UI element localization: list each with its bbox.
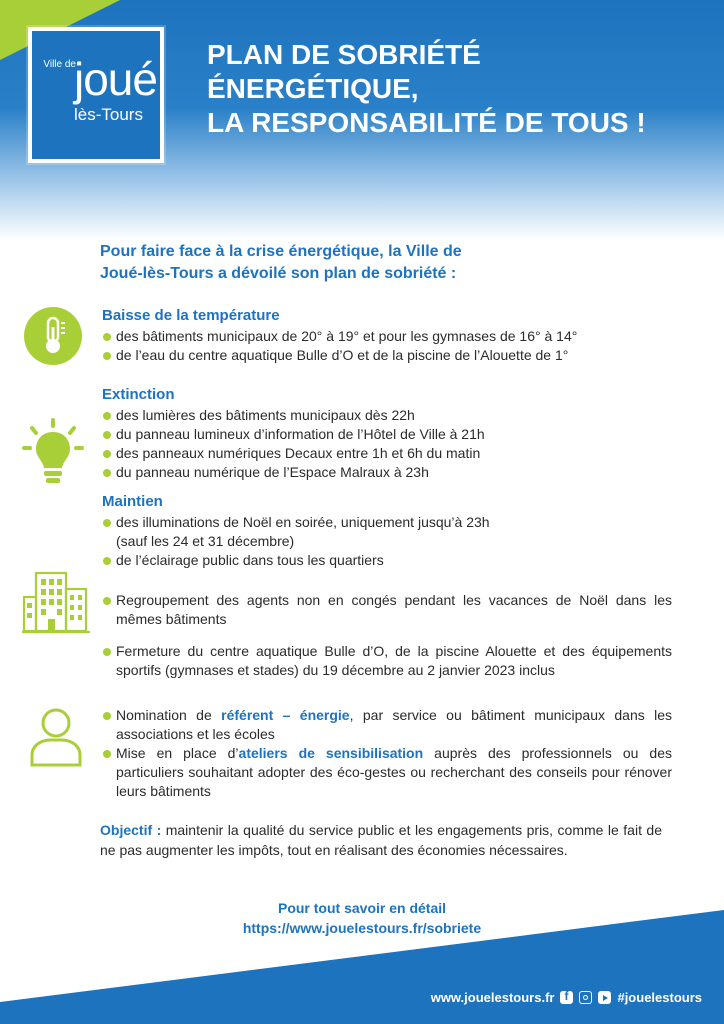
list-item: des panneaux numériques Decaux entre 1h et 6h du matin [102,444,672,463]
person-icon [28,705,84,767]
engagement-list [102,706,672,801]
more-info [0,898,724,938]
list-item: de l’eau du centre aquatique Bulle d’O et de la piscine de l’Alouette de 1° [102,346,672,365]
list-item: des illuminations de Noël en soirée, uniquement jusqu’à 23h [102,513,672,532]
list-item: du panneau lumineux d’information de l’Hôtel de Ville à 21h [102,425,672,444]
list-item: des bâtiments municipaux de 20° à 19° et pour les gymnases de 16° à 14° [102,327,672,346]
nomination-strong: référent – énergie [221,707,350,723]
ateliers-pre: Mise en place d’ [116,745,239,761]
more-info-link[interactable]: https://www.jouelestours.fr/sobriete [242,920,482,936]
temperature-list [102,327,672,365]
youtube-icon[interactable] [598,991,611,1004]
ateliers-post: auprès des professionnels ou des particuliers souhaitant adopter des éco-gestes ou recherchant des conseils pour rénover leurs bâtiments [116,745,673,799]
temperature-heading: Baisse de la température [102,307,280,324]
intro-text [100,241,660,285]
lightbulb-icon [20,418,86,490]
logo-les-tours: lès-Tours [74,105,143,124]
objectif-text: maintenir la qualité du service public et les engagements pris, comme le fait de ne pas augmenter les impôts, tout en réalisant des économies nécessaires. [100,822,663,858]
title-line-3: LA RESPONSABILITÉ DE TOUS ! [207,107,646,138]
buildings-icon [22,569,90,635]
intro-line-2: Joué-lès-Tours a dévoilé son plan de sobriété : [100,265,457,282]
title-line-2: ÉNERGÉTIQUE, [207,73,419,104]
list-item: Regroupement des agents non en congés pendant les vacances de Noël dans les mêmes bâtiments [102,591,672,629]
fermeture-block [102,642,672,680]
list-item [102,744,672,801]
regroupement-block [102,591,672,629]
title-line-1: PLAN DE SOBRIÉTÉ [207,39,481,70]
extinction-heading: Extinction [102,386,175,403]
ateliers-strong: ateliers de sensibilisation [238,745,424,761]
nomination-post: , par service ou bâtiment municipaux dans les associations et les écoles [116,707,673,742]
objectif-paragraph [100,820,662,860]
thermometer-icon [24,307,82,365]
nomination-pre: Nomination de [116,707,222,723]
page-title [207,38,646,140]
extinction-list [102,406,672,482]
intro-line-1: Pour faire face à la crise énergétique, la Ville de [100,243,462,260]
city-logo [28,27,164,163]
maintien-heading: Maintien [102,493,163,510]
footer-website-link[interactable]: www.jouelestours.fr [430,990,555,1005]
logo-joue: joué [74,53,157,105]
list-item: des lumières des bâtiments municipaux dès 22h [102,406,672,425]
instagram-icon[interactable] [579,991,592,1004]
list-item-note: (sauf les 24 et 31 décembre) [116,533,295,549]
logo-ville: Ville de [43,59,76,70]
list-item: Fermeture du centre aquatique Bulle d’O, de la piscine Alouette et des équipements sportifs (gymnases et stades) du 19 décembre au 2 janvier 2023 inclus [102,642,672,680]
maintien-list [102,513,672,570]
more-info-label: Pour tout savoir en détail [277,900,447,916]
list-item [102,706,672,744]
footer-hashtag: #jouelestours [617,990,702,1005]
facebook-icon[interactable] [560,991,573,1004]
objectif-label: Objectif : [100,822,162,838]
list-item: de l’éclairage public dans tous les quartiers [102,551,672,570]
list-item: du panneau numérique de l’Espace Malraux à 23h [102,463,672,482]
footer [431,990,702,1005]
